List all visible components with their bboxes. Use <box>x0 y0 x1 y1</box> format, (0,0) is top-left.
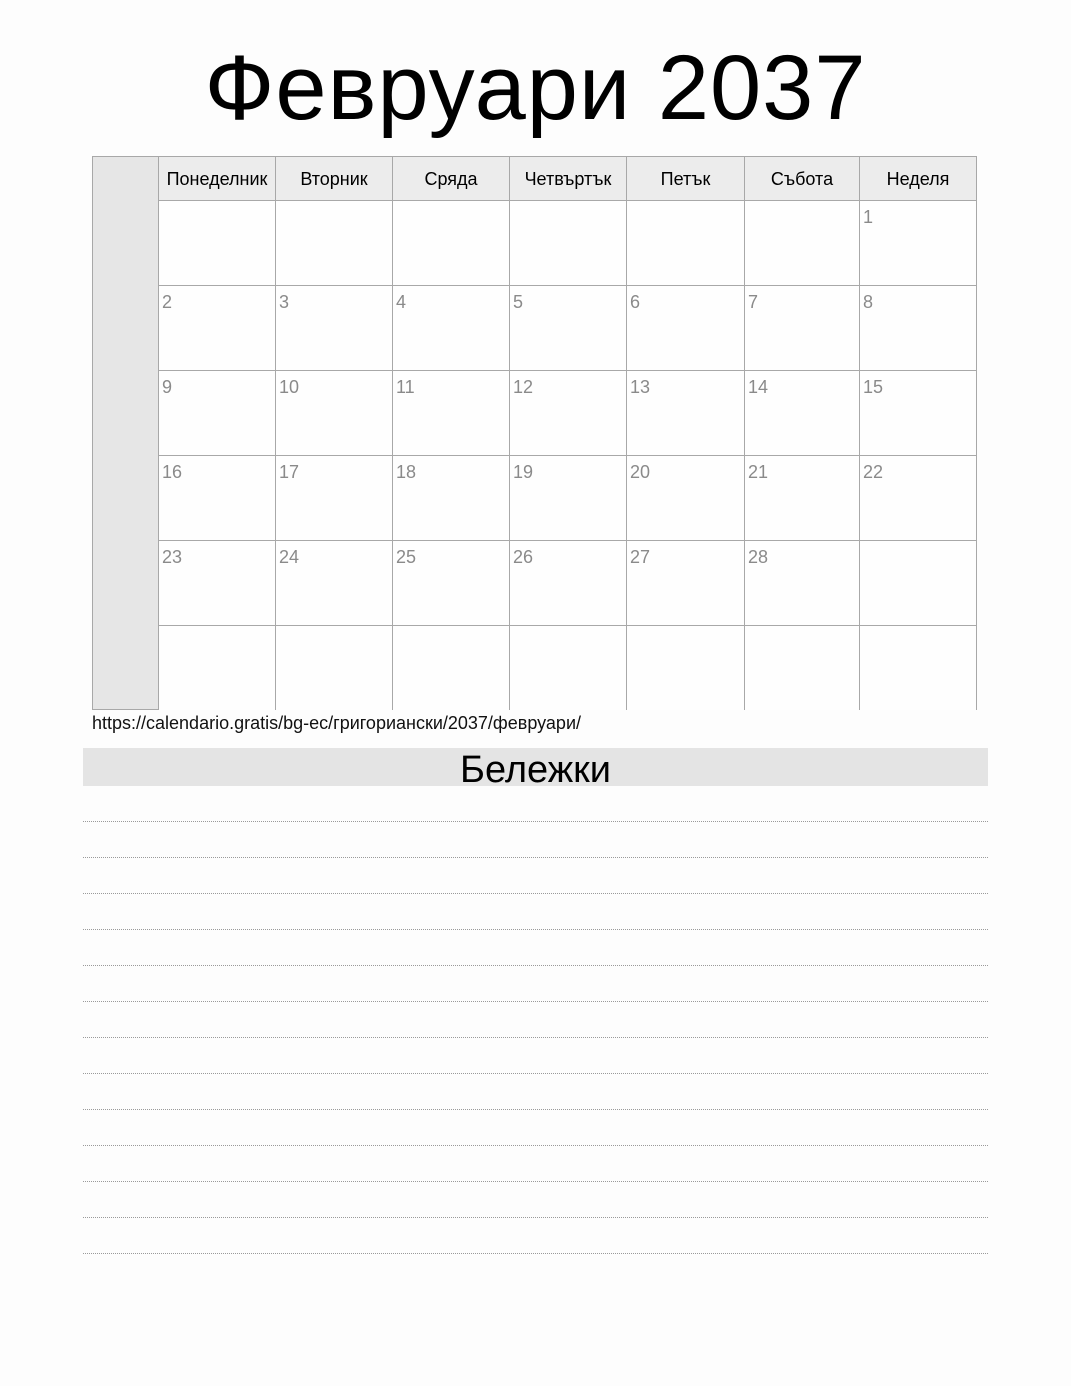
page-title: Февруари 2037 <box>204 37 867 139</box>
day-cell <box>745 371 860 455</box>
weekday-header: Четвъртък <box>510 157 627 200</box>
day-number: 7 <box>748 292 759 312</box>
day-cell <box>627 286 745 370</box>
day-number: 15 <box>863 377 884 397</box>
day-cell <box>159 286 276 370</box>
days-grid <box>159 201 976 709</box>
day-number: 16 <box>162 462 183 482</box>
day-cell <box>393 456 510 540</box>
weekday-header-row <box>159 157 976 201</box>
day-cell <box>159 456 276 540</box>
weekday-header: Неделя <box>886 169 950 189</box>
day-cell <box>276 626 393 710</box>
day-number: 8 <box>863 292 874 312</box>
day-number: 1 <box>863 207 874 227</box>
note-line <box>83 1038 988 1074</box>
weekday-header: Понеделник <box>159 157 276 200</box>
day-cell <box>510 456 627 540</box>
day-cell <box>159 626 276 710</box>
day-number: 26 <box>513 547 534 567</box>
day-cell <box>860 541 976 625</box>
note-line <box>83 894 988 930</box>
day-number: 24 <box>279 547 300 567</box>
week-row <box>159 371 976 456</box>
day-cell <box>276 371 393 455</box>
note-line <box>83 966 988 1002</box>
day-cell <box>627 201 745 285</box>
day-number: 19 <box>513 462 534 482</box>
day-cell <box>745 626 860 710</box>
day-number: 27 <box>630 547 651 567</box>
day-cell <box>510 541 627 625</box>
day-cell <box>745 456 860 540</box>
weekday-header: Сряда <box>393 157 510 200</box>
day-number: 22 <box>863 462 884 482</box>
note-line <box>83 1110 988 1146</box>
day-cell <box>860 286 976 370</box>
week-number-column <box>93 157 159 709</box>
weekday-header: Петък <box>627 157 745 200</box>
day-cell <box>510 371 627 455</box>
day-number: 23 <box>162 547 183 567</box>
day-cell <box>627 541 745 625</box>
notes-title: Бележки <box>83 748 988 786</box>
day-number: 9 <box>162 377 173 397</box>
day-cell <box>745 201 860 285</box>
day-cell <box>393 201 510 285</box>
day-cell <box>393 626 510 710</box>
note-line <box>83 1002 988 1038</box>
day-cell <box>745 541 860 625</box>
week-row <box>159 626 976 710</box>
day-cell <box>860 201 976 285</box>
note-line <box>83 858 988 894</box>
source-url: https://calendario.gratis/bg-ec/григориански/2037/февруари/ <box>92 713 581 733</box>
day-cell <box>393 371 510 455</box>
day-cell <box>510 286 627 370</box>
day-cell <box>510 626 627 710</box>
day-cell <box>276 541 393 625</box>
note-line <box>83 1218 988 1254</box>
note-line <box>83 822 988 858</box>
day-number: 12 <box>513 377 534 397</box>
week-row <box>159 456 976 541</box>
day-number: 21 <box>748 462 769 482</box>
note-line <box>83 930 988 966</box>
day-cell <box>745 286 860 370</box>
day-number: 25 <box>396 547 417 567</box>
day-cell <box>627 456 745 540</box>
day-number: 18 <box>396 462 417 482</box>
day-cell <box>627 371 745 455</box>
day-cell <box>276 456 393 540</box>
day-cell <box>510 201 627 285</box>
day-number: 5 <box>513 292 524 312</box>
day-cell <box>159 371 276 455</box>
day-number: 6 <box>630 292 641 312</box>
note-line <box>83 1182 988 1218</box>
week-row <box>159 201 976 286</box>
day-cell <box>276 201 393 285</box>
calendar-grid <box>92 156 977 710</box>
weekday-header: Вторник <box>276 157 393 200</box>
weekday-header: Събота <box>745 157 860 200</box>
day-number: 20 <box>630 462 651 482</box>
week-row <box>159 286 976 371</box>
day-number: 28 <box>748 547 769 567</box>
day-number: 2 <box>162 292 173 312</box>
day-cell <box>276 286 393 370</box>
day-cell <box>393 286 510 370</box>
day-number: 4 <box>396 292 407 312</box>
notes-area <box>83 786 988 1254</box>
note-line <box>83 1074 988 1110</box>
day-number: 14 <box>748 377 769 397</box>
day-cell <box>860 371 976 455</box>
day-cell <box>627 626 745 710</box>
note-line <box>83 1146 988 1182</box>
day-number: 10 <box>279 377 300 397</box>
day-cell <box>159 541 276 625</box>
week-row <box>159 541 976 626</box>
day-number: 11 <box>396 377 415 397</box>
day-cell <box>860 626 976 710</box>
day-number: 3 <box>279 292 290 312</box>
day-cell <box>860 456 976 540</box>
note-line <box>83 786 988 822</box>
day-number: 17 <box>279 462 300 482</box>
day-cell <box>159 201 276 285</box>
day-cell <box>393 541 510 625</box>
day-number: 13 <box>630 377 651 397</box>
